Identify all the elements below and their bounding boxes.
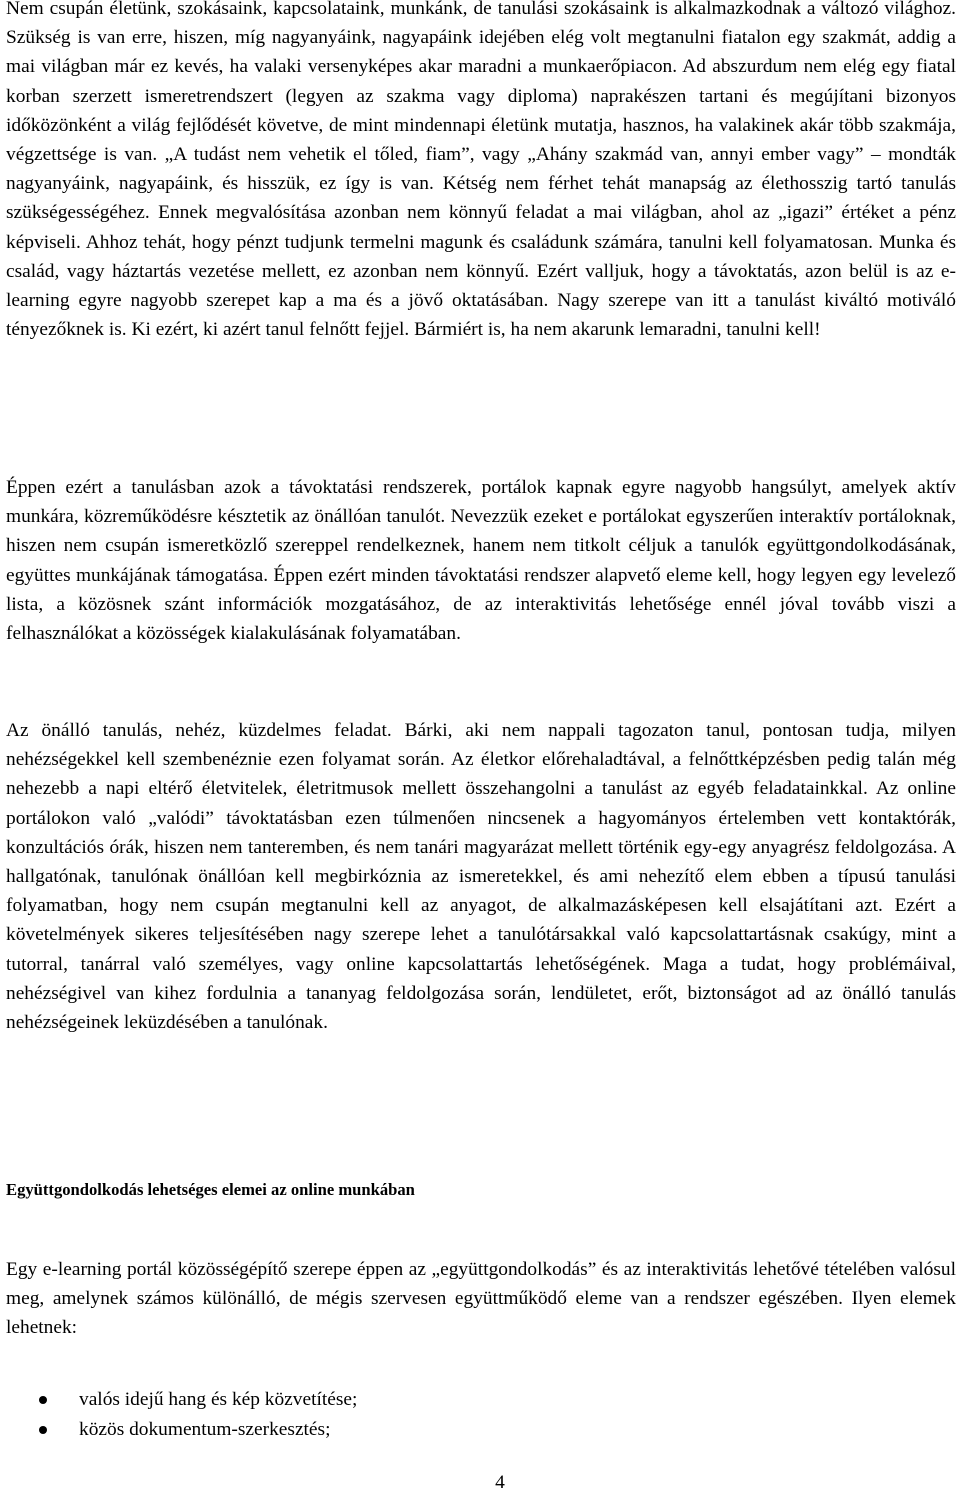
- bullet-list: [0, 1385, 960, 1444]
- section-heading: Együttgondolkodás lehetséges elemei az online munkában: [6, 1180, 415, 1199]
- bullet-dot-icon: [39, 1396, 47, 1404]
- paragraph-lifelong-learning: Nem csupán életünk, szokásaink, kapcsolataink, munkánk, de tanulási szokásaink is alkalmazkodnak a változó világhoz. Szükség is van erre, hiszen, míg nagyanyáink, nagyapáink idejében elég volt megtanulni fiatalon egy szakmát, addig a mai világban már ez kevés, ha valaki versenyképes akar maradni a munkaerőpiacon. Ad abszurdum nem elég egy fiatal korban szerzett ismeretrendszert (legyen az szakma vagy diploma) naprakészen tartani és megújítani bizonyos időközönként a világ fejlődését követve, de mint mindennapi életünk mutatja, hasznos, ha valakinek akár több szakmája, végzettsége is van. „A tudást nem vehetik el tőled, fiam”, vagy „Ahány szakmád van, annyi ember vagy” – mondták nagyanyáink, nagyapáink, és hisszük, ez így is van. Kétség nem férhet tehát manapság az élethosszig tartó tanulás szükségességéhez. Ennek megvalósítása azonban nem könnyű feladat a mai világban, ahol az „igazi” értéket a pénz képviseli. Ahhoz tehát, hogy pénzt tudjunk termelni magunk és családunk számára, tanulni kell folyamatosan. Munka és család, vagy háztartás vezetése mellett, ez azonban nem könnyű. Ezért valljuk, hogy a távoktatás, azon belül is az e-learning egyre nagyobb szerepet kap a ma és a jövő oktatásában. Nagy szerepe van itt a tanulást kiváltó motiváló tényezőknek is. Ki ezért, ki azért tanul felnőtt fejjel. Bármiért is, ha nem akarunk lemaradni, tanulni kell!: [6, 0, 956, 341]
- page-number: 4: [495, 1472, 505, 1493]
- list-item-text: közös dokumentum-szerkesztés;: [79, 1418, 331, 1440]
- list-item: [0, 1415, 960, 1445]
- paragraph-community-building: Egy e-learning portál közösségépítő szerepe éppen az „együttgondolkodás” és az interaktivitás lehetővé tételében valósul meg, amelynek számos különálló, de mégis szervesen együttműködő eleme van a rendszer egészében. Ilyen elemek lehetnek:: [6, 1259, 956, 1339]
- bullet-dot-icon: [39, 1426, 47, 1434]
- paragraph-interactive-portals: Éppen ezért a tanulásban azok a távoktatási rendszerek, portálok kapnak egyre nagyobb hangsúlyt, amelyek aktív munkára, közreműködésre késztetik az önállóan tanulót. Nevezzük ezeket e portálokat egyszerűen interaktív portáloknak, hiszen nem csupán ismeretközlő szereppel rendelkeznek, hanem nem titkolt céljuk a tanulók együttgondolkodásának, együttes munkájának támogatása. Éppen ezért minden távoktatási rendszer alapvető eleme kell, hogy legyen egy levelező lista, a közösnek szánt információk mozgatásához, de az interaktivitás lehetősége ennél jóval tovább viszi a felhasználókat a közösségek kialakulásának folyamatában.: [6, 477, 956, 645]
- paragraph-independent-learning: Az önálló tanulás, nehéz, küzdelmes feladat. Bárki, aki nem nappali tagozaton tanul, pontosan tudja, milyen nehézségekkel kell szembenéznie ezen folyamat során. Az életkor előrehaladtával, a felnőttképzésben pedig talán még nehezebb a napi eltérő életvitelek, életritmusok mellett összehangolni a tanulást az egyéb feladatainkkal. Az online portálokon való „valódi” távoktatásban ezen túlmenően nincsenek a hagyományos értelemben vett kontaktórák, konzultációs órák, hiszen nem tanteremben, és nem tanári magyarázat mellett történik egy-egy anyagrész feldolgozása. A hallgatónak, tanulónak önállóan kell megbirkóznia az ismeretekkel, és ami nehezítő elem ebben a típusú tanulási folyamatban, hogy nem csupán megtanulni kell az anyagot, de alkalmazásképesen kell elsajátítani azt. Ezért a követelmények sikeres teljesítésében nagy szerepe lehet a tanulótársakkal való kapcsolattartásnak csakúgy, mint a tutorral, tanárral való személyes, vagy online kapcsolattartás lehetőségének. Maga a tudat, hogy problémáival, nehézségivel van kihez fordulnia a tananyag feldolgozása során, lendületet, erőt, biztonságot ad az önálló tanulás nehézségeinek leküzdésében a tanulónak.: [6, 720, 956, 1034]
- list-item: [0, 1385, 960, 1415]
- list-item-text: valós idejű hang és kép közvetítése;: [79, 1389, 358, 1410]
